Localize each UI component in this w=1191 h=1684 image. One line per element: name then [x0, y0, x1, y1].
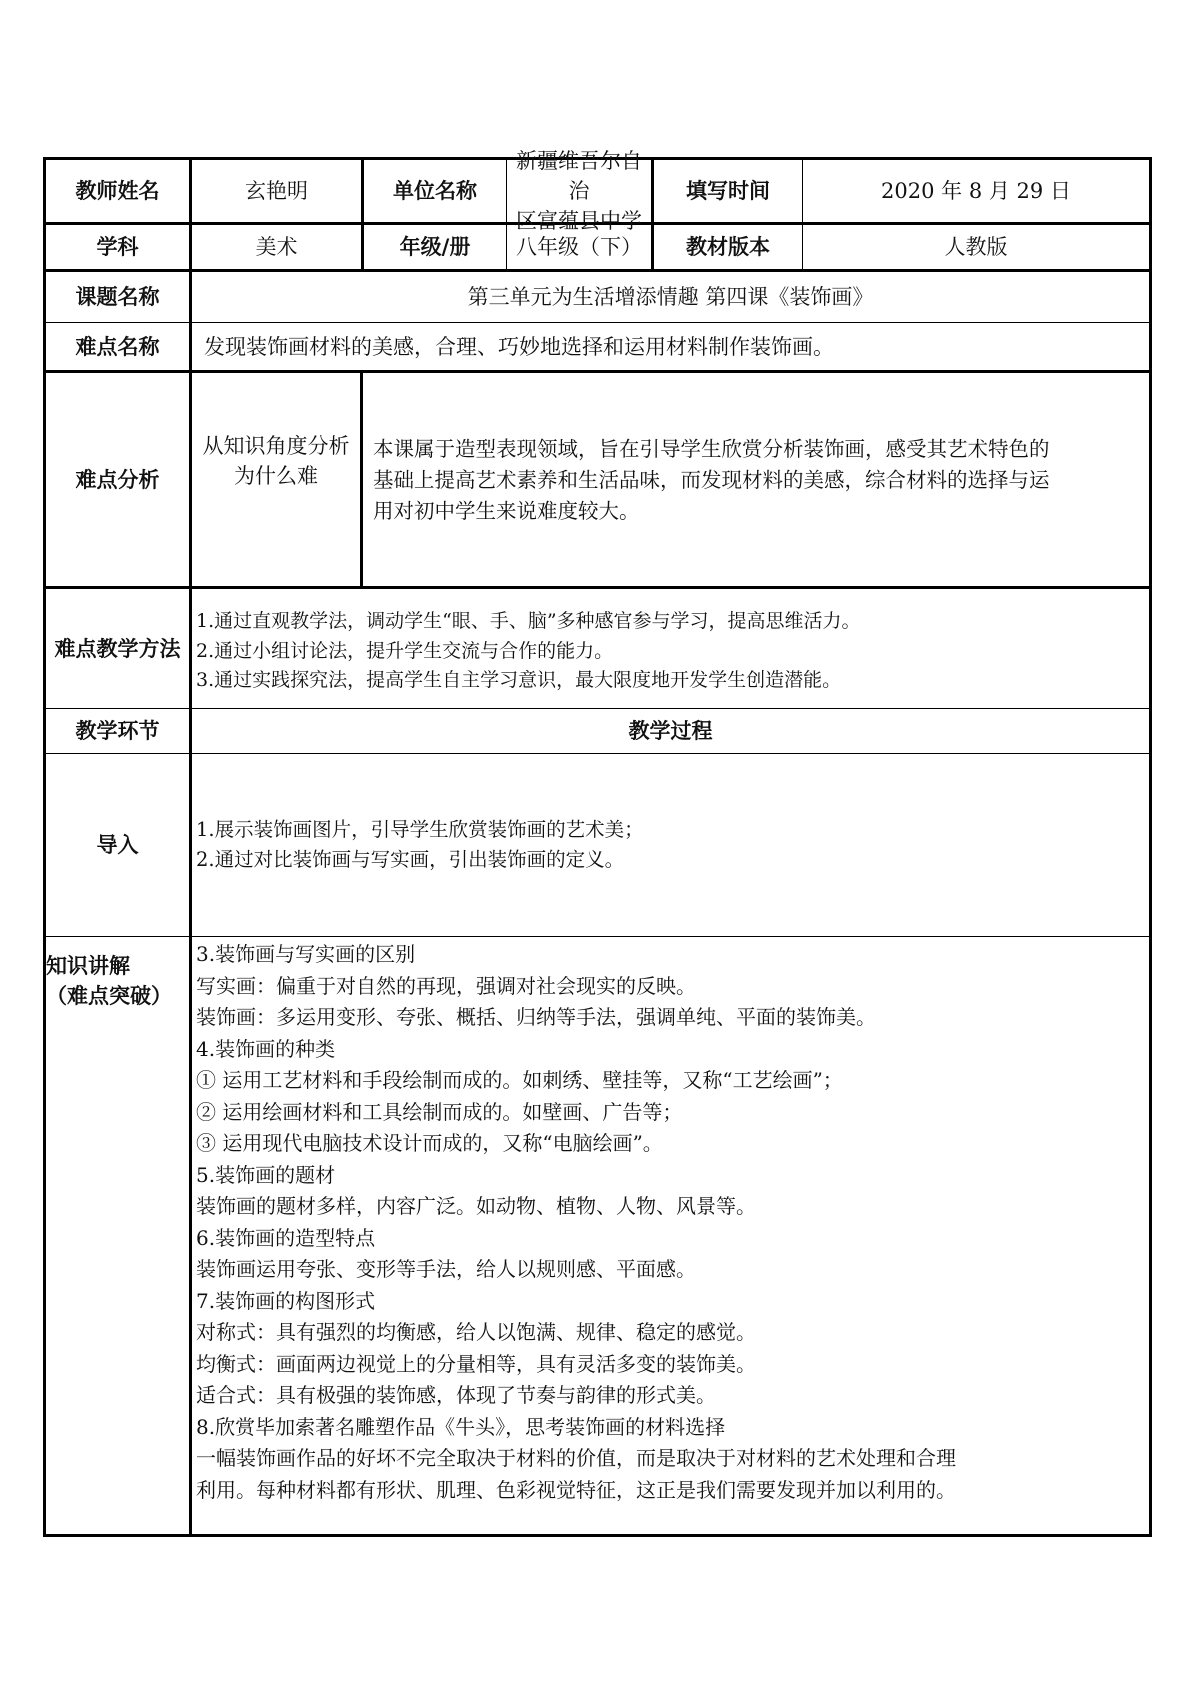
knowledge-line: 4.装饰画的种类 — [196, 1036, 336, 1061]
method-line: 2.通过小组讨论法，提升学生交流与合作的能力。 — [196, 639, 614, 662]
knowledge-line: 装饰画：多运用变形、夸张、概括、归纳等手法，强调单纯、平面的装饰美。 — [196, 1005, 876, 1029]
analysis-sub-label — [192, 373, 360, 548]
lesson-plan-table — [43, 149, 1152, 1537]
intro-label: 导入 — [96, 833, 139, 857]
topic-label: 课题名称 — [75, 285, 160, 309]
difficulty-label: 难点名称 — [75, 334, 160, 359]
knowledge-text — [196, 939, 1149, 1531]
analysis-line: 用对初中学生来说难度较大。 — [373, 499, 640, 523]
unit-name-label: 单位名称 — [393, 179, 477, 203]
teacher-name-label: 教师姓名 — [75, 179, 160, 203]
analysis-line: 本课属于造型表现领域，旨在引导学生欣赏分析装饰画，感受其艺术特色的 — [373, 437, 1050, 461]
analysis-label: 难点分析 — [75, 467, 160, 492]
knowledge-line: 均衡式：画面两边视觉上的分量相等，具有灵活多变的装饰美。 — [196, 1351, 756, 1376]
method-line: 3.通过实践探究法，提高学生自主学习意识，最大限度地开发学生创造潜能。 — [196, 669, 842, 692]
knowledge-label-line: 知识讲解 — [46, 954, 130, 978]
subject-label: 学科 — [96, 235, 139, 259]
edition-value: 人教版 — [944, 235, 1008, 259]
knowledge-line: 装饰画运用夸张、变形等手法，给人以规则感、平面感。 — [196, 1257, 696, 1281]
process-header: 教学过程 — [628, 719, 713, 743]
method-line: 1.通过直观教学法，调动学生“眼、手、脑”多种感官参与学习，提高思维活力。 — [196, 610, 861, 633]
intro-line: 1.展示装饰画图片，引导学生欣赏装饰画的艺术美； — [196, 818, 644, 841]
knowledge-label-line: （难点突破） — [46, 984, 172, 1008]
unit-name-line: 新疆维吾尔自治 — [516, 149, 642, 203]
knowledge-label — [46, 940, 189, 1020]
teacher-name-value: 玄艳明 — [245, 179, 308, 203]
difficulty-value: 发现装饰画材料的美感，合理、巧妙地选择和运用材料制作装饰画。 — [204, 334, 834, 359]
unit-name-value — [507, 149, 651, 233]
analysis-sub-label-line: 为什么难 — [234, 463, 318, 488]
edition-label: 教材版本 — [686, 235, 770, 259]
column-divider — [360, 370, 363, 586]
grade-value: 八年级（下） — [516, 235, 642, 259]
knowledge-line: ① 运用工艺材料和手段绘制而成的。如刺绣、壁挂等，又称“工艺绘画”； — [196, 1068, 843, 1092]
knowledge-line: 6.装饰画的造型特点 — [196, 1225, 376, 1250]
knowledge-line: 适合式：具有极强的装饰感，体现了节奏与韵律的形式美。 — [196, 1383, 716, 1407]
knowledge-line: 5.装饰画的题材 — [196, 1162, 336, 1187]
analysis-sub-label-line: 从知识角度分析 — [202, 433, 350, 458]
intro-text — [196, 754, 1146, 936]
subject-value: 美术 — [255, 235, 298, 259]
knowledge-line: 对称式：具有强烈的均衡感，给人以饱满、规律、稳定的感觉。 — [196, 1320, 756, 1344]
knowledge-line: 3.装饰画与写实画的区别 — [196, 942, 416, 966]
row-divider — [46, 936, 1149, 937]
fill-date-label: 填写时间 — [686, 179, 770, 203]
intro-line: 2.通过对比装饰画与写实画，引出装饰画的定义。 — [196, 848, 625, 871]
knowledge-line: 装饰画的题材多样，内容广泛。如动物、植物、人物、风景等。 — [196, 1194, 756, 1218]
grade-label: 年级/册 — [399, 235, 471, 259]
knowledge-line: 8.欣赏毕加索著名雕塑作品《牛头》，思考装饰画的材料选择 — [196, 1414, 726, 1439]
analysis-text — [373, 434, 1148, 554]
knowledge-line: ③ 运用现代电脑技术设计而成的，又称“电脑绘画”。 — [196, 1131, 663, 1155]
knowledge-line: 写实画：偏重于对自然的再现，强调对社会现实的反映。 — [196, 973, 696, 998]
method-text — [196, 589, 1146, 708]
analysis-line: 基础上提高艺术素养和生活品味，而发现材料的美感，综合材料的选择与运 — [373, 468, 1050, 492]
knowledge-line: 利用。每种材料都有形状、肌理、色彩视觉特征，这正是我们需要发现并加以利用的。 — [196, 1477, 956, 1502]
column-divider — [189, 160, 192, 1534]
process-section-label: 教学环节 — [75, 719, 160, 743]
method-label: 难点教学方法 — [54, 636, 181, 661]
fill-date-value: 2020 年 8 月 29 日 — [881, 179, 1071, 203]
knowledge-line: ② 运用绘画材料和工具绘制而成的。如壁画、广告等； — [196, 1099, 683, 1124]
knowledge-line: 一幅装饰画作品的好坏不完全取决于材料的价值，而是取决于对材料的艺术处理和合理 — [196, 1446, 956, 1470]
unit-name-line: 区富蕴县中学 — [516, 209, 642, 233]
topic-value: 第三单元为生活增添情趣 第四课《装饰画》 — [467, 285, 874, 309]
knowledge-line: 7.装饰画的构图形式 — [196, 1288, 376, 1313]
